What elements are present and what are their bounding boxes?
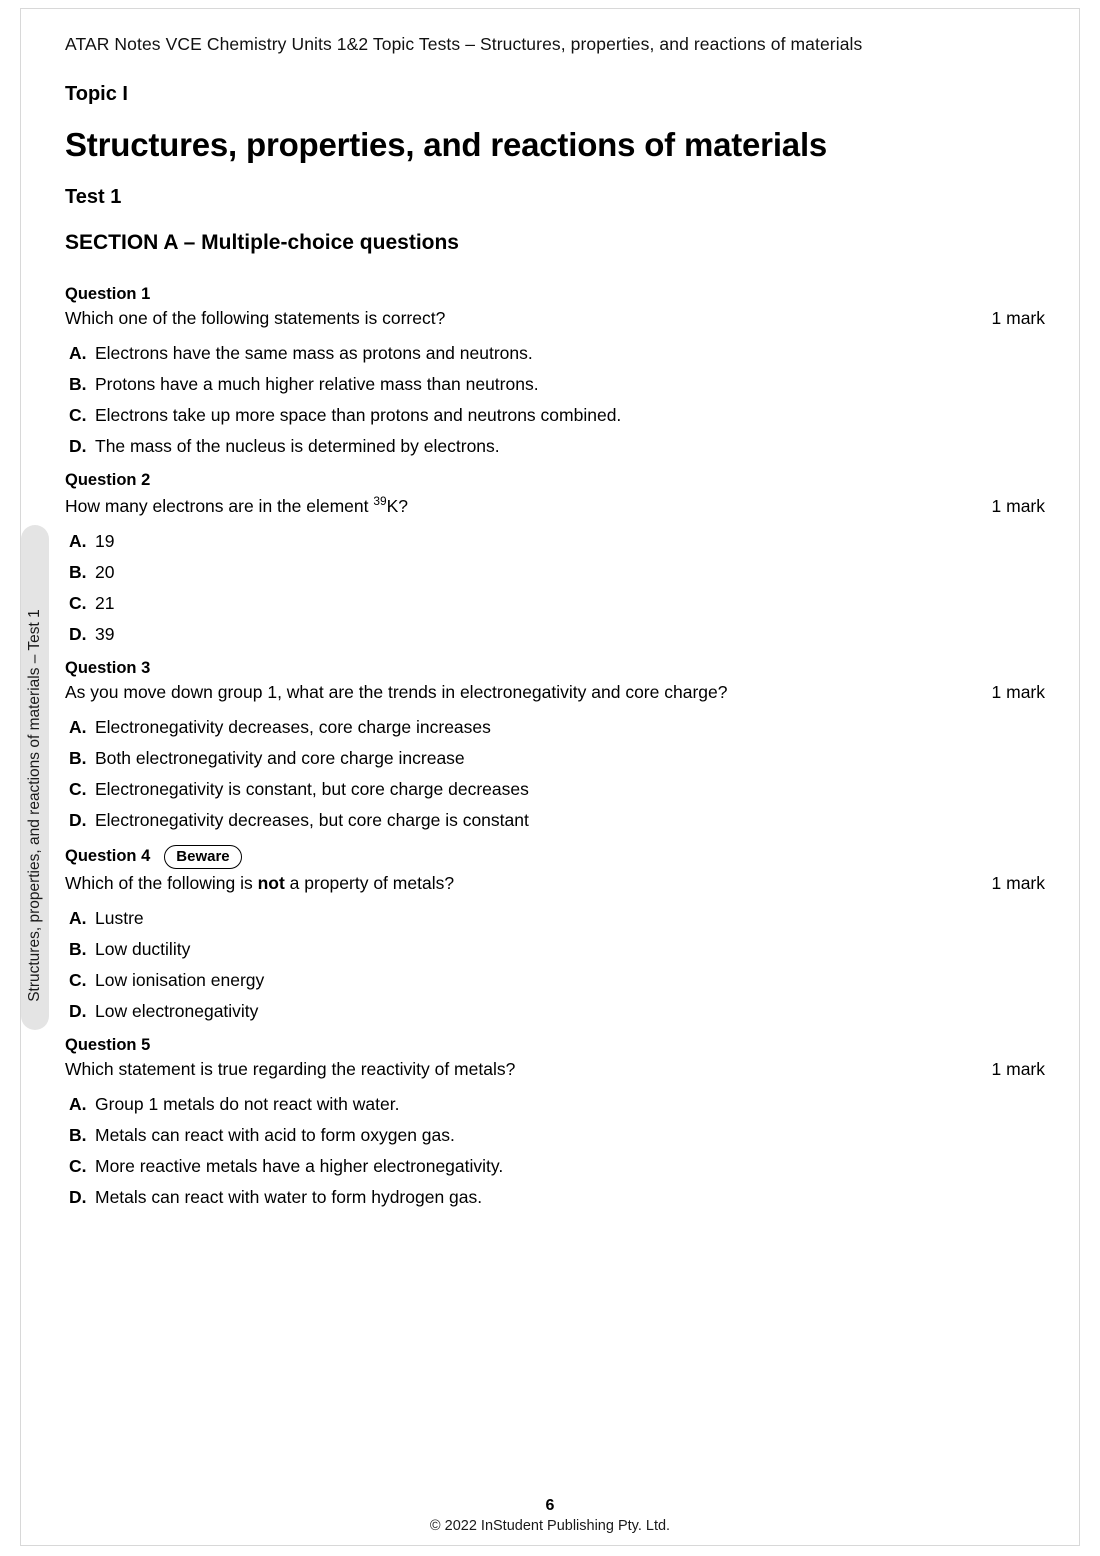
- copyright-notice: © 2022 InStudent Publishing Pty. Ltd.: [429, 1518, 671, 1534]
- option-letter: A.: [69, 530, 87, 551]
- option-text: 21: [95, 592, 115, 613]
- option-letter: D.: [69, 623, 87, 644]
- option-letter: A.: [69, 908, 87, 929]
- option-item[interactable]: [69, 624, 1045, 645]
- option-text: Electrons have the same mass as protons and neutrons.: [95, 343, 533, 363]
- question-heading: Question 5: [65, 1036, 151, 1055]
- option-letter: D.: [69, 809, 87, 830]
- question-stem: How many electrons are in the element $^{39}$K?: [65, 494, 408, 516]
- option-letter: A.: [69, 343, 87, 363]
- question-stem-row: [65, 682, 1045, 703]
- option-item[interactable]: [69, 593, 1045, 614]
- option-letter: B.: [69, 561, 87, 582]
- option-item[interactable]: [69, 939, 1045, 960]
- question-heading-row: [65, 1036, 1045, 1055]
- option-item[interactable]: [69, 1094, 1045, 1115]
- option-item[interactable]: [69, 970, 1045, 991]
- option-item[interactable]: [69, 1187, 1045, 1208]
- option-text: Electronegativity decreases, but core charge is constant: [95, 809, 529, 830]
- option-item[interactable]: [69, 1125, 1045, 1146]
- option-list: [69, 908, 1045, 1022]
- option-letter: C.: [69, 1156, 87, 1177]
- question-heading-row: [65, 845, 1045, 869]
- option-letter: A.: [69, 716, 87, 737]
- option-item[interactable]: [69, 1001, 1045, 1022]
- option-text: Electrons take up more space than protons and neutrons combined.: [95, 405, 622, 425]
- option-item[interactable]: [69, 562, 1045, 583]
- option-item[interactable]: [69, 810, 1045, 831]
- option-letter: A.: [69, 1094, 87, 1115]
- question-block: [65, 845, 1045, 1022]
- question-stem: Which statement is true regarding the reactivity of metals?: [65, 1059, 516, 1080]
- option-text: Low electronegativity: [95, 1001, 259, 1022]
- option-letter: B.: [69, 939, 87, 960]
- option-letter: C.: [69, 970, 87, 991]
- page-footer: [0, 1497, 1100, 1534]
- question-heading: Question 1: [65, 285, 151, 303]
- option-list: [69, 1094, 1045, 1208]
- option-letter: C.: [69, 592, 87, 613]
- question-heading-row: [65, 471, 1045, 490]
- test-label: Test 1: [65, 186, 122, 208]
- option-letter: D.: [69, 1001, 87, 1022]
- questions-list: [65, 285, 1045, 1208]
- question-block: [65, 1036, 1045, 1208]
- question-stem: Which one of the following statements is correct?: [65, 308, 446, 328]
- option-text: 19: [95, 530, 115, 551]
- option-item[interactable]: [69, 717, 1045, 738]
- option-letter: D.: [69, 436, 87, 456]
- option-text: Electronegativity is constant, but core charge decreases: [95, 778, 529, 799]
- page-number: 6: [545, 1497, 555, 1514]
- section-heading: SECTION A – Multiple-choice questions: [65, 231, 459, 254]
- option-text: Low ductility: [95, 939, 191, 960]
- side-tab-label: Structures, properties, and reactions of materials – Test 1: [26, 609, 43, 1002]
- question-marks: 1 mark: [991, 681, 1045, 702]
- option-item[interactable]: [69, 1156, 1045, 1177]
- option-item[interactable]: [69, 405, 1045, 426]
- question-block: [65, 285, 1045, 457]
- option-text: Low ionisation energy: [95, 970, 265, 991]
- option-text: 39: [95, 623, 115, 644]
- question-heading-row: [65, 659, 1045, 678]
- option-list: [69, 717, 1045, 831]
- question-stem-row: [65, 308, 1045, 329]
- option-text: More reactive metals have a higher electronegativity.: [95, 1156, 504, 1177]
- option-item[interactable]: [69, 779, 1045, 800]
- question-block: [65, 659, 1045, 831]
- question-stem-row: [65, 873, 1045, 894]
- option-letter: C.: [69, 405, 87, 425]
- option-text: Group 1 metals do not react with water.: [95, 1094, 400, 1115]
- option-text: Lustre: [95, 908, 144, 929]
- option-letter: C.: [69, 778, 87, 799]
- page-title: Structures, properties, and reactions of materials: [65, 126, 828, 163]
- option-text: Electronegativity decreases, core charge increases: [95, 716, 491, 737]
- question-marks: 1 mark: [991, 308, 1045, 328]
- option-item[interactable]: [69, 531, 1045, 552]
- question-heading: Question 3: [65, 658, 151, 677]
- question-marks: 1 mark: [991, 495, 1045, 516]
- option-item[interactable]: [69, 748, 1045, 769]
- option-text: Metals can react with water to form hydrogen gas.: [95, 1187, 483, 1208]
- option-text: Metals can react with acid to form oxygen gas.: [95, 1125, 455, 1146]
- option-text: Both electronegativity and core charge increase: [95, 747, 465, 768]
- question-heading-row: [65, 285, 1045, 304]
- option-text: The mass of the nucleus is determined by electrons.: [95, 436, 500, 456]
- question-marks: 1 mark: [991, 873, 1045, 894]
- option-letter: D.: [69, 1187, 87, 1208]
- question-marks: 1 mark: [991, 1059, 1045, 1080]
- option-letter: B.: [69, 374, 87, 394]
- question-block: [65, 471, 1045, 645]
- page-content: [65, 34, 1045, 1222]
- beware-badge: Beware: [164, 845, 241, 869]
- question-stem-row: [65, 494, 1045, 517]
- question-stem-row: [65, 1059, 1045, 1080]
- question-heading: Question 4: [65, 847, 151, 866]
- question-stem: Which of the following is not a property of metals?: [65, 873, 455, 894]
- option-list: [69, 531, 1045, 645]
- option-item[interactable]: [69, 374, 1045, 395]
- option-item[interactable]: [69, 436, 1045, 457]
- option-item[interactable]: [69, 908, 1045, 929]
- option-letter: B.: [69, 1125, 87, 1146]
- topic-label: Topic I: [65, 83, 128, 105]
- question-heading: Question 2: [65, 471, 151, 489]
- question-stem: As you move down group 1, what are the trends in electronegativity and core charge?: [65, 681, 728, 702]
- option-text: Protons have a much higher relative mass than neutrons.: [95, 374, 539, 394]
- running-head: ATAR Notes VCE Chemistry Units 1&2 Topic Tests – Structures, properties, and reactions of materials: [65, 34, 863, 54]
- option-item[interactable]: [69, 343, 1045, 364]
- option-text: 20: [95, 561, 115, 582]
- option-letter: B.: [69, 747, 87, 768]
- option-list: [69, 343, 1045, 457]
